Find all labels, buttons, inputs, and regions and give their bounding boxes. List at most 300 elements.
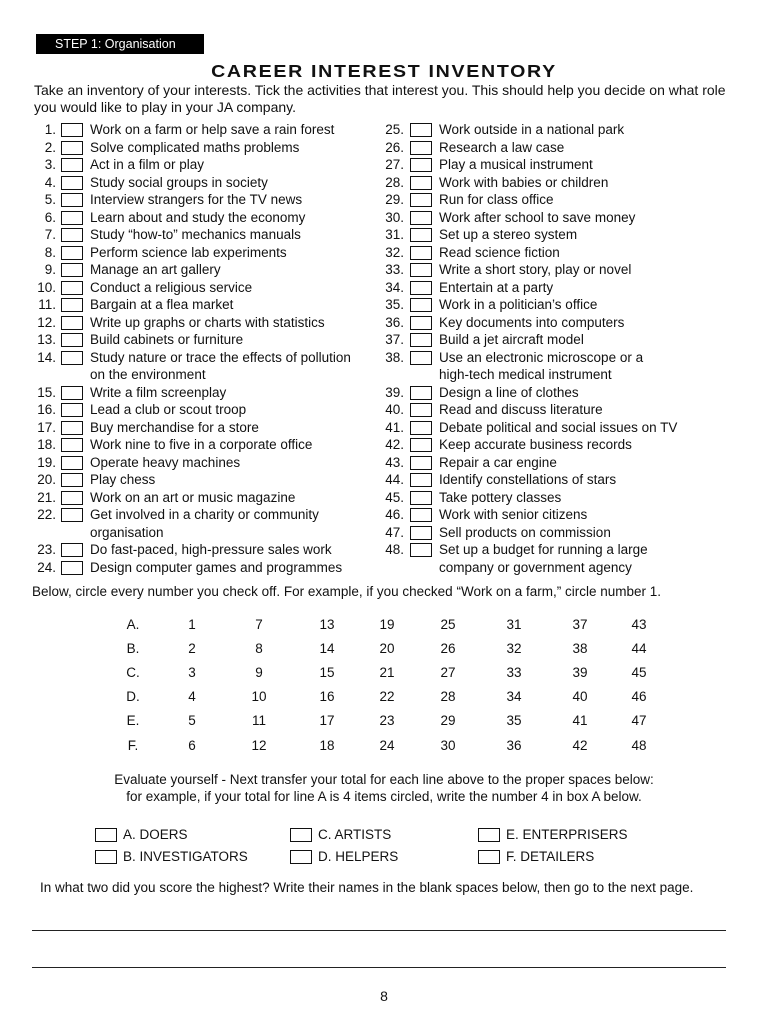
activity-checkbox[interactable] (410, 438, 432, 452)
activity-label (90, 454, 380, 472)
grid-number[interactable]: 36 (506, 737, 522, 753)
activity-number: 10. (37, 279, 56, 295)
activity-label (90, 314, 380, 332)
activity-label (439, 244, 740, 262)
activity-number: 23. (37, 542, 56, 557)
activity-item[interactable] (0, 244, 380, 262)
grid-number[interactable]: 23 (379, 713, 395, 729)
activity-label-line: Read science fiction (439, 244, 560, 260)
activity-item[interactable] (380, 401, 740, 419)
grid-number[interactable]: 19 (379, 616, 395, 632)
activity-number: 28. (385, 174, 404, 190)
grid-number[interactable]: 8 (255, 640, 263, 656)
activity-number: 41. (385, 419, 404, 435)
activity-label-line: Play a musical instrument (439, 157, 593, 172)
activity-label (90, 506, 380, 541)
activity-label (90, 331, 380, 349)
activity-checkbox[interactable] (410, 246, 432, 260)
grid-number[interactable]: 21 (379, 664, 395, 680)
activity-checkbox[interactable] (61, 228, 83, 242)
activity-number: 3. (44, 157, 56, 172)
activity-checkbox[interactable] (61, 456, 83, 470)
activity-label-line: Take pottery classes (439, 489, 562, 505)
grid-number[interactable]: 16 (319, 689, 335, 705)
grid-number[interactable]: 42 (572, 737, 588, 753)
activity-item[interactable] (380, 331, 740, 349)
activity-checkbox[interactable] (410, 281, 432, 295)
score-box[interactable] (290, 828, 312, 842)
activity-item[interactable] (380, 506, 740, 524)
activity-item[interactable] (380, 384, 740, 402)
activity-checkbox[interactable] (61, 193, 83, 207)
activity-item[interactable] (0, 209, 380, 227)
activity-label (90, 139, 380, 157)
category-detailers[interactable] (478, 849, 594, 864)
activity-number: 35. (385, 297, 404, 312)
activity-item[interactable] (380, 471, 740, 489)
activity-checkbox[interactable] (410, 316, 432, 330)
activity-number: 15. (37, 384, 56, 400)
activity-label-line: company or government agency (439, 559, 632, 575)
grid-number[interactable]: 14 (319, 640, 335, 656)
grid-number[interactable]: 37 (572, 616, 588, 632)
activity-label (90, 419, 380, 437)
grid-number[interactable]: 43 (631, 616, 647, 632)
activity-label (439, 331, 740, 349)
activity-label (90, 489, 380, 507)
activity-item[interactable] (0, 331, 380, 349)
activity-number: 1. (44, 122, 56, 137)
activity-number: 6. (44, 209, 56, 225)
activity-item[interactable] (0, 121, 380, 139)
grid-number[interactable]: 30 (440, 737, 456, 753)
grid-number[interactable]: 40 (572, 689, 588, 705)
activity-label (439, 139, 740, 157)
activity-item[interactable] (380, 261, 740, 279)
grid-number[interactable]: 28 (440, 689, 456, 705)
activity-label-line: Study “how-to” mechanics manuals (90, 227, 301, 242)
activity-label-line: Write a film screenplay (90, 384, 227, 400)
activity-item[interactable] (380, 349, 740, 384)
activity-label-line: Repair a car engine (439, 454, 557, 470)
grid-number[interactable]: 38 (572, 640, 588, 656)
category-artists[interactable] (290, 827, 391, 842)
activity-label-line: Interview strangers for the TV news (90, 192, 303, 207)
activity-checkbox[interactable] (61, 473, 83, 487)
category-label: E. ENTERPRISERS (506, 827, 628, 842)
activity-label (90, 559, 380, 577)
activity-item[interactable] (380, 314, 740, 332)
activity-number: 37. (385, 332, 404, 347)
activity-label-line: Read and discuss literature (439, 402, 603, 417)
activity-label (90, 541, 380, 559)
grid-row-label: F. (127, 737, 139, 753)
category-investigators[interactable] (95, 849, 248, 864)
activity-number: 12. (37, 314, 56, 330)
activity-checkbox[interactable] (410, 403, 432, 417)
activity-label (439, 489, 740, 507)
activity-item[interactable] (380, 209, 740, 227)
activity-item[interactable] (380, 541, 740, 576)
activity-item[interactable] (0, 174, 380, 192)
activity-item[interactable] (0, 261, 380, 279)
activity-number: 33. (385, 262, 404, 277)
activity-item[interactable] (380, 489, 740, 507)
activity-item[interactable] (380, 244, 740, 262)
activity-checkbox[interactable] (410, 508, 432, 522)
activity-item[interactable] (0, 541, 380, 559)
activity-label (439, 541, 740, 576)
activity-checkbox[interactable] (410, 333, 432, 347)
activity-column-left (0, 121, 380, 576)
score-box[interactable] (290, 850, 312, 864)
page-number: 8 (380, 988, 388, 1004)
activity-number: 11. (38, 297, 56, 312)
activity-checkbox[interactable] (410, 158, 432, 172)
activity-item[interactable] (0, 191, 380, 209)
activity-number: 20. (37, 472, 56, 487)
activity-label-line: Bargain at a flea market (90, 297, 234, 312)
activity-item[interactable] (0, 489, 380, 507)
activity-item[interactable] (380, 279, 740, 297)
activity-checkbox[interactable] (410, 141, 432, 155)
activity-item[interactable] (0, 436, 380, 454)
activity-label-line: organisation (90, 524, 164, 540)
activity-checkbox[interactable] (61, 561, 83, 575)
grid-row (110, 612, 660, 636)
activity-number: 31. (385, 227, 404, 242)
activity-label-line: Identify constellations of stars (439, 472, 617, 487)
activity-label (439, 209, 740, 227)
activity-number: 44. (385, 472, 404, 487)
activity-checkbox[interactable] (410, 456, 432, 470)
score-box[interactable] (95, 828, 117, 842)
grid-number[interactable]: 46 (631, 689, 647, 705)
intro-text: Take an inventory of your interests. Tick the activities that interest you. This should help you decide on what role you would like to play in your JA company. (34, 82, 726, 115)
grid-number[interactable]: 12 (251, 737, 267, 753)
category-helpers[interactable] (290, 849, 398, 864)
activity-label (439, 349, 740, 384)
activity-item[interactable] (0, 471, 380, 489)
grid-row (110, 660, 660, 684)
activity-label (90, 349, 380, 384)
grid-number[interactable]: 24 (379, 737, 395, 753)
activity-item[interactable] (380, 419, 740, 437)
activity-label (90, 156, 380, 174)
activity-label (439, 156, 740, 174)
question-text: In what two did you score the highest? Write their names in the blank spaces below, then go to the next page. (40, 880, 694, 895)
activity-label-line: Work on an art or music magazine (90, 489, 296, 505)
activity-number: 24. (37, 559, 56, 575)
activity-label-line: Use an electronic microscope or a (439, 349, 644, 365)
activity-checkbox[interactable] (410, 176, 432, 190)
grid-number[interactable]: 33 (506, 664, 522, 680)
grid-row (110, 636, 660, 660)
activity-label-line: Build a jet aircraft model (439, 332, 584, 347)
category-enterprisers[interactable] (478, 827, 628, 842)
grid-row-label: D. (126, 689, 140, 705)
grid-number[interactable]: 11 (251, 713, 266, 729)
activity-label-line: Key documents into computers (439, 314, 625, 330)
activity-label-line: Run for class office (439, 192, 554, 207)
activity-label (439, 121, 740, 139)
activity-label-line: Play chess (90, 472, 156, 487)
activity-number: 19. (37, 454, 56, 470)
grid-number[interactable]: 17 (319, 713, 335, 729)
grid-number[interactable]: 31 (506, 616, 522, 632)
activity-item[interactable] (380, 121, 740, 139)
activity-checkbox[interactable] (61, 141, 83, 155)
activity-label (90, 471, 380, 489)
activity-checkbox[interactable] (61, 421, 83, 435)
activity-item[interactable] (0, 296, 380, 314)
activity-label-line: Get involved in a charity or community (90, 507, 319, 522)
category-label: F. DETAILERS (506, 849, 595, 864)
activity-number: 47. (385, 524, 404, 540)
activity-label-line: Debate political and social issues on TV (439, 419, 678, 435)
grid-number[interactable]: 32 (506, 640, 522, 656)
activity-checkbox[interactable] (61, 438, 83, 452)
circle-instruction: Below, circle every number you check off. For example, if you checked “Work on a farm,” circle number 1. (32, 584, 662, 599)
category-doers[interactable] (95, 827, 188, 842)
activity-checkbox[interactable] (61, 281, 83, 295)
activity-label-line: Work on a farm or help save a rain forest (90, 122, 335, 137)
activity-label (90, 209, 380, 227)
grid-number[interactable]: 35 (506, 713, 522, 729)
activity-checkbox[interactable] (410, 228, 432, 242)
activity-label (439, 174, 740, 192)
activity-checkbox[interactable] (410, 351, 432, 365)
activity-label-line: Manage an art gallery (90, 262, 221, 277)
activity-number: 39. (385, 384, 404, 400)
activity-number: 42. (385, 437, 404, 452)
activity-label-line: Write up graphs or charts with statistics (90, 314, 325, 330)
activity-label (90, 226, 380, 244)
grid-number[interactable]: 26 (440, 640, 456, 656)
grid-number[interactable]: 20 (379, 640, 395, 656)
activity-checkbox[interactable] (61, 158, 83, 172)
activity-item[interactable] (0, 226, 380, 244)
activity-number: 18. (37, 437, 56, 452)
grid-row (110, 733, 660, 757)
evaluate-line-1: Evaluate yourself - Next transfer your total for each line above to the proper spaces below: (114, 772, 654, 787)
activity-number: 40. (385, 402, 404, 417)
grid-number[interactable]: 13 (319, 616, 335, 632)
activity-item[interactable] (0, 139, 380, 157)
activity-checkbox[interactable] (61, 316, 83, 330)
activity-item[interactable] (0, 454, 380, 472)
activity-label (439, 401, 740, 419)
grid-number[interactable]: 48 (631, 737, 647, 753)
grid-number[interactable]: 45 (631, 664, 647, 680)
answer-line-2[interactable] (32, 967, 726, 968)
activity-item[interactable] (0, 156, 380, 174)
activity-item[interactable] (0, 401, 380, 419)
activity-item[interactable] (380, 296, 740, 314)
grid-number[interactable]: 39 (572, 664, 588, 680)
activity-checkbox[interactable] (61, 403, 83, 417)
activity-item[interactable] (0, 384, 380, 402)
activity-label (439, 436, 740, 454)
grid-row-label: C. (126, 664, 140, 680)
activity-number: 32. (385, 244, 404, 260)
activity-checkbox[interactable] (61, 351, 83, 365)
activity-checkbox[interactable] (61, 123, 83, 137)
activity-label-line: Work outside in a national park (439, 122, 625, 137)
activity-checkbox[interactable] (61, 508, 83, 522)
activity-label (90, 244, 380, 262)
activity-label (439, 314, 740, 332)
grid-number[interactable]: 15 (319, 664, 335, 680)
activity-label (439, 261, 740, 279)
activity-checkbox[interactable] (61, 211, 83, 225)
activity-number: 48. (385, 542, 404, 557)
activity-item[interactable] (380, 524, 740, 542)
activity-label (439, 279, 740, 297)
activity-label (90, 401, 380, 419)
activity-label-line: Solve complicated maths problems (90, 139, 300, 155)
grid-number[interactable]: 41 (572, 713, 588, 729)
activity-number: 26. (385, 139, 404, 155)
activity-number: 8. (44, 244, 56, 260)
activity-number: 16. (37, 402, 56, 417)
grid-row-label: E. (126, 713, 140, 729)
activity-item[interactable] (0, 506, 380, 541)
grid-number[interactable]: 1 (188, 616, 196, 632)
activity-label (90, 191, 380, 209)
activity-label (90, 261, 380, 279)
activity-checkbox[interactable] (410, 123, 432, 137)
activity-number: 22. (37, 507, 56, 522)
activity-label-line: Design computer games and programmes (90, 559, 343, 575)
activity-checkbox[interactable] (61, 491, 83, 505)
activity-column-right (380, 121, 740, 576)
activity-label-line: Entertain at a party (439, 279, 554, 295)
grid-row (110, 685, 660, 709)
activity-checkbox[interactable] (410, 386, 432, 400)
activity-label (439, 191, 740, 209)
answer-line-1[interactable] (32, 930, 726, 931)
activity-label-line: Buy merchandise for a store (90, 419, 259, 435)
activity-checkbox[interactable] (410, 491, 432, 505)
activity-checkbox[interactable] (410, 211, 432, 225)
step-label: STEP 1: Organisation (36, 34, 204, 54)
activity-item[interactable] (380, 454, 740, 472)
activity-item[interactable] (380, 191, 740, 209)
activity-label-line: Lead a club or scout troop (90, 402, 247, 417)
activity-number: 4. (44, 174, 56, 190)
activity-label-line: Research a law case (439, 139, 565, 155)
activity-checkbox[interactable] (410, 193, 432, 207)
category-label: B. INVESTIGATORS (123, 849, 248, 864)
activity-item[interactable] (380, 156, 740, 174)
activity-number: 5. (44, 192, 56, 207)
grid-number[interactable]: 2 (188, 640, 196, 656)
activity-number: 13. (37, 332, 56, 347)
activity-item[interactable] (0, 419, 380, 437)
score-box[interactable] (478, 850, 500, 864)
grid-number[interactable]: 9 (255, 664, 263, 680)
activity-number: 25. (385, 122, 404, 137)
score-box[interactable] (478, 828, 500, 842)
activity-checkbox[interactable] (61, 176, 83, 190)
grid-number[interactable]: 10 (251, 689, 267, 705)
grid-number[interactable]: 18 (319, 737, 335, 753)
grid-number[interactable]: 29 (440, 713, 456, 729)
activity-checkbox[interactable] (410, 421, 432, 435)
scoring-grid (110, 612, 660, 757)
activity-checkbox[interactable] (410, 263, 432, 277)
activity-item[interactable] (0, 279, 380, 297)
activity-checkbox[interactable] (61, 543, 83, 557)
grid-number[interactable]: 47 (631, 713, 647, 729)
grid-number[interactable]: 7 (255, 616, 263, 632)
activity-item[interactable] (380, 139, 740, 157)
activity-checkbox[interactable] (410, 543, 432, 557)
activity-item[interactable] (0, 559, 380, 577)
grid-number[interactable]: 44 (631, 640, 647, 656)
activity-label-line: Work nine to five in a corporate office (90, 437, 313, 452)
activity-number: 27. (385, 157, 404, 172)
activity-label (90, 296, 380, 314)
activity-list (0, 121, 768, 581)
score-box[interactable] (95, 850, 117, 864)
activity-label (90, 174, 380, 192)
activity-label-line: Perform science lab experiments (90, 244, 287, 260)
activity-label-line: Learn about and study the economy (90, 209, 306, 225)
activity-item[interactable] (0, 349, 380, 384)
activity-label (90, 279, 380, 297)
activity-label-line: Set up a budget for running a large (439, 542, 648, 557)
activity-checkbox[interactable] (410, 526, 432, 540)
activity-number: 7. (44, 227, 56, 242)
activity-checkbox[interactable] (61, 333, 83, 347)
activity-number: 43. (385, 454, 404, 470)
activity-label-line: Work after school to save money (439, 209, 636, 225)
activity-checkbox[interactable] (61, 263, 83, 277)
activity-label (90, 384, 380, 402)
grid-row-label: B. (126, 640, 140, 656)
activity-number: 38. (385, 349, 404, 365)
grid-number[interactable]: 27 (440, 664, 456, 680)
evaluate-line-2: for example, if your total for line A is 4 items circled, write the number 4 in box A below. (126, 789, 642, 804)
grid-number[interactable]: 25 (440, 616, 456, 632)
activity-label-line: Work in a politician’s office (439, 297, 598, 312)
activity-checkbox[interactable] (410, 473, 432, 487)
activity-label (439, 524, 740, 542)
grid-number[interactable]: 5 (188, 713, 196, 729)
activity-item[interactable] (380, 436, 740, 454)
activity-label-line: Operate heavy machines (90, 454, 241, 470)
grid-number[interactable]: 22 (379, 689, 395, 705)
grid-number[interactable]: 34 (506, 689, 522, 705)
activity-number: 2. (44, 139, 56, 155)
activity-label-line: Work with babies or children (439, 174, 609, 190)
activity-label-line: on the environment (90, 367, 206, 382)
activity-checkbox[interactable] (61, 298, 83, 312)
activity-label (439, 506, 740, 524)
activity-item[interactable] (0, 314, 380, 332)
grid-number[interactable]: 4 (188, 689, 196, 705)
activity-checkbox[interactable] (410, 298, 432, 312)
activity-checkbox[interactable] (61, 386, 83, 400)
grid-number[interactable]: 6 (188, 737, 196, 753)
activity-item[interactable] (380, 226, 740, 244)
grid-row-label: A. (126, 616, 140, 632)
activity-checkbox[interactable] (61, 246, 83, 260)
grid-number[interactable]: 3 (188, 664, 196, 680)
activity-item[interactable] (380, 174, 740, 192)
